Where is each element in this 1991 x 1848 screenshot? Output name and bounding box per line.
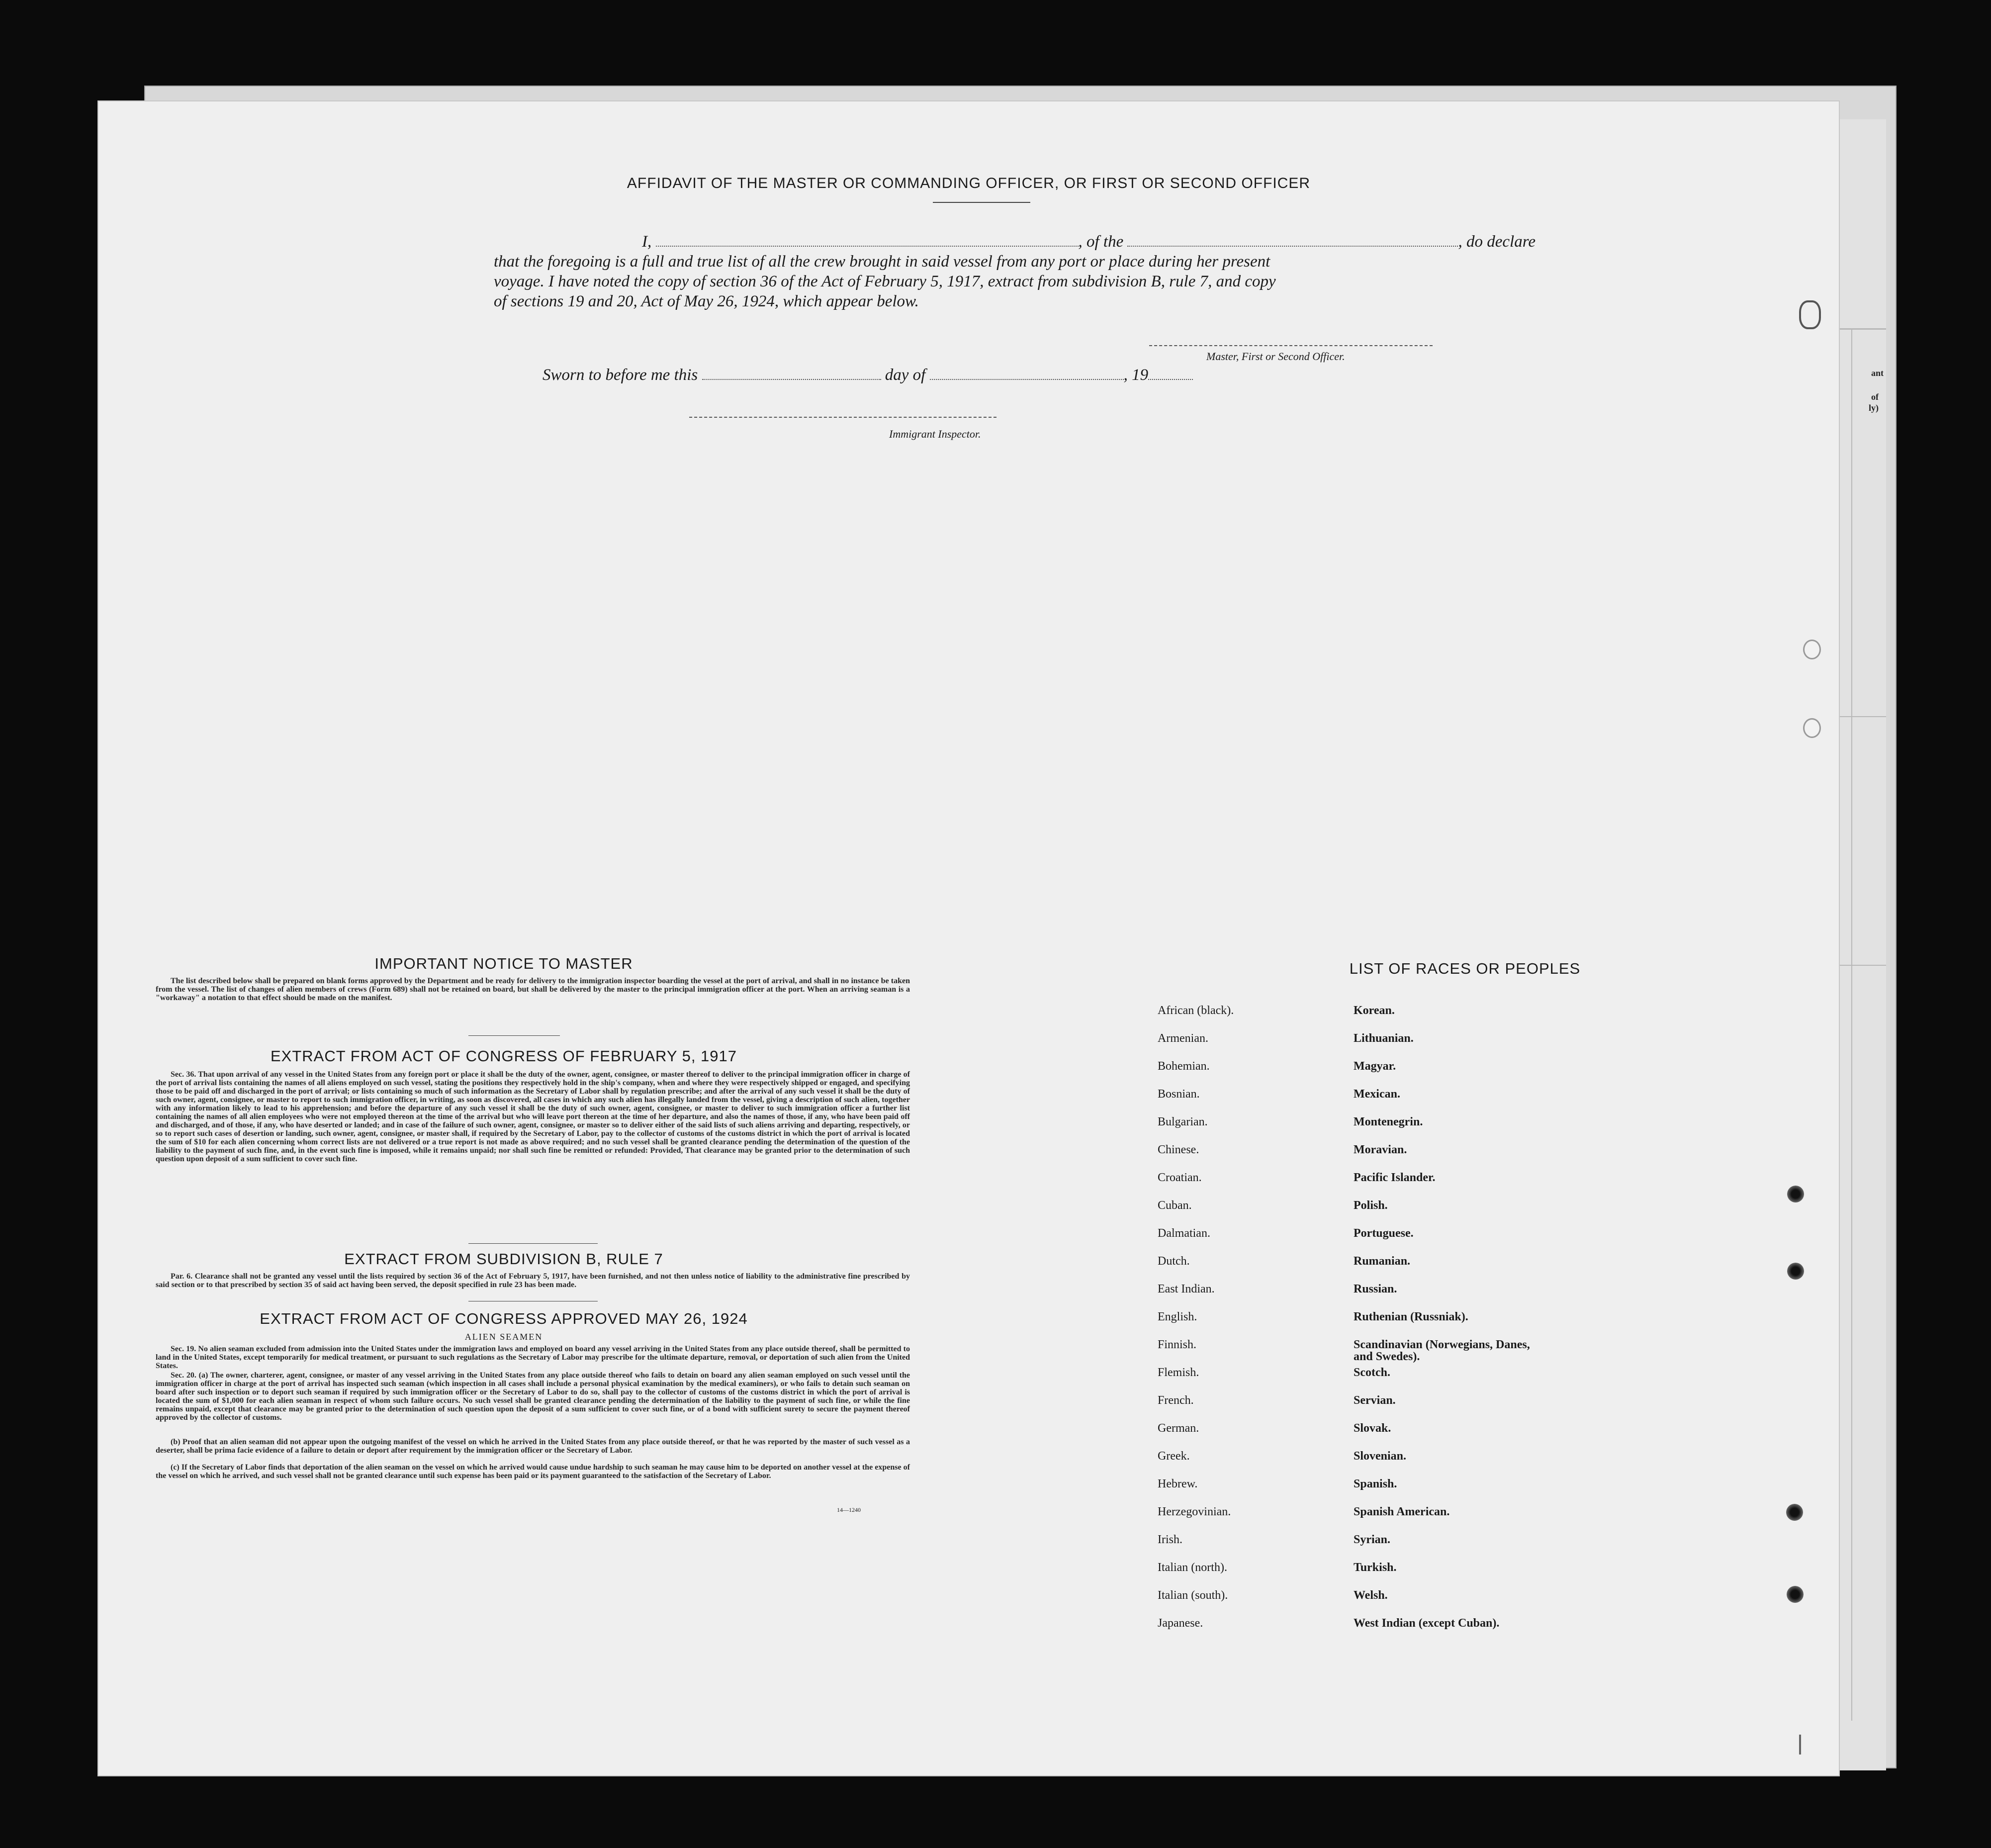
race-item: English. bbox=[1158, 1310, 1197, 1323]
race-item: Herzegovinian. bbox=[1158, 1505, 1231, 1518]
races-left-column bbox=[1158, 1005, 1234, 1645]
race-item: Polish. bbox=[1354, 1199, 1388, 1212]
race-item: Chinese. bbox=[1158, 1143, 1199, 1156]
race-item: Scotch. bbox=[1354, 1366, 1390, 1379]
race-item: Slovenian. bbox=[1354, 1450, 1407, 1463]
races-right-column bbox=[1354, 1005, 1533, 1645]
master-caption: Master, First or Second Officer. bbox=[1206, 350, 1345, 363]
race-item: Ruthenian (Russniak). bbox=[1354, 1310, 1468, 1323]
divider bbox=[468, 1035, 560, 1036]
sec20a-text: Sec. 20. (a) The owner, charterer, agent, consignee, or master of any vessel arriving in the United States from any place outside thereof who fails to detain on board any alien seaman employed on such vessel until the immigration officer in charge at the port of arrival has inspected such seaman (which inspection in all cases shall include a personal physical examination by the medical examiners), or who fails to detain such seaman on board after such inspection or to deport such seaman if required by such immigration officer or the Secretary of Labor to do so, shall pay to the collector of customs of the customs district in which the port of arrival is located the sum of $1,000 for each alien seaman in respect of whom such failure occurs. No such vessel shall be granted clearance pending the determination of the liability to the payment of such fine, or while the fine remains unpaid, except that clearance may be granted prior to the determination of such question upon the deposit of a sum sufficient to cover such fine, or of a bond with sufficient surety to secure the payment thereof approved by the collector of customs. bbox=[156, 1371, 910, 1422]
sec20b-text: (b) Proof that an alien seaman did not appear upon the outgoing manifest of the vessel on which he arrived in the United States from any place outside thereof, or that he was reported by the master of such vessel as a deserter, shall be prima facie evidence of a failure to detain or deport after requirement by the immigration officer or the Secretary of Labor. bbox=[156, 1438, 910, 1455]
race-item: Flemish. bbox=[1158, 1366, 1199, 1379]
race-item: Slovak. bbox=[1354, 1422, 1391, 1435]
race-item: Lithuanian. bbox=[1354, 1032, 1414, 1045]
declaration-i: I, bbox=[642, 233, 652, 251]
affidavit-page bbox=[98, 101, 1839, 1775]
race-item: Magyar. bbox=[1354, 1060, 1396, 1073]
race-item: French. bbox=[1158, 1394, 1194, 1407]
race-item: East Indian. bbox=[1158, 1283, 1215, 1295]
year-blank[interactable] bbox=[1148, 368, 1193, 380]
race-item: Russian. bbox=[1354, 1283, 1397, 1295]
declaration-of-the: , of the bbox=[1078, 233, 1124, 251]
ink-blot bbox=[1787, 1186, 1804, 1202]
race-item: Scandinavian (Norwegians, Danes, and Swedes). bbox=[1354, 1338, 1530, 1363]
sec20c-text: (c) If the Secretary of Labor finds that deportation of the alien seaman on the vessel on which he arrived would cause undue hardship to such seaman he may cause him to be deported on another vessel at the expense of the vessel on which he arrived, and such vessel shall not be granted clearance until such expense has been paid or its payment guaranteed to the satisfaction of the Secretary of Labor. bbox=[156, 1463, 910, 1480]
declaration-line-2: that the foregoing is a full and true list of all the crew brought in said vessel from any port or place during her present bbox=[494, 253, 1270, 271]
form-number: 14—1240 bbox=[837, 1506, 861, 1513]
inspector-signature-line[interactable] bbox=[689, 417, 996, 418]
race-item: Spanish American. bbox=[1354, 1505, 1450, 1518]
race-item: West Indian (except Cuban). bbox=[1354, 1617, 1500, 1630]
speck bbox=[1799, 300, 1821, 329]
binder-hole bbox=[1803, 640, 1821, 659]
race-item: Italian (north). bbox=[1158, 1561, 1227, 1574]
race-item: German. bbox=[1158, 1422, 1199, 1435]
sworn-text: Sworn to before me this bbox=[543, 366, 698, 384]
race-item: Rumanian. bbox=[1354, 1255, 1411, 1268]
divider bbox=[468, 1243, 598, 1244]
declaration-do-declare: , do declare bbox=[1458, 233, 1536, 251]
month-blank[interactable] bbox=[930, 368, 1124, 380]
race-item: Portuguese. bbox=[1354, 1227, 1414, 1240]
race-item: Hebrew. bbox=[1158, 1478, 1198, 1490]
race-item: Bosnian. bbox=[1158, 1088, 1200, 1101]
inspector-caption: Immigrant Inspector. bbox=[889, 428, 981, 440]
notice-text: The list described below shall be prepared on blank forms approved by the Department and be ready for delivery to the immigration inspector boarding the vessel at the port of arrival, and shall in no instance be taken from the vessel. The list of changes of alien members of crews (Form 689) shall not be retained on board, but shall be delivered by the master to the principal immigration officer at the port. When an arriving seaman is a "workaway" a notation to that effect should be made on the manifest. bbox=[156, 977, 910, 1002]
race-item: Finnish. bbox=[1158, 1338, 1197, 1351]
speck bbox=[1799, 1735, 1801, 1755]
race-item: Pacific Islander. bbox=[1354, 1171, 1436, 1184]
race-item: Servian. bbox=[1354, 1394, 1396, 1407]
day-of-text: day of bbox=[885, 366, 926, 384]
race-item: Armenian. bbox=[1158, 1032, 1208, 1045]
alien-seamen-subtitle: ALIEN SEAMEN bbox=[464, 1332, 543, 1342]
sec19-text: Sec. 19. No alien seaman excluded from admission into the United States under the immigration laws and employed on board any vessel arriving in the United States from any place outside thereof, shall be permitted to land in the United States, except temporarily for medical treatment, or pursuant to such regulations as the Secretary of Labor may prescribe for the ultimate departure, removal, or deportation of such alien from the United States. bbox=[156, 1345, 910, 1370]
affidavit-title: AFFIDAVIT OF THE MASTER OR COMMANDING OFFICER, OR FIRST OR SECOND OFFICER bbox=[627, 175, 1311, 191]
race-item: Korean. bbox=[1354, 1004, 1395, 1017]
declaration-line-1 bbox=[543, 232, 1627, 252]
ink-blot bbox=[1787, 1586, 1804, 1603]
vessel-blank[interactable] bbox=[1127, 235, 1458, 247]
race-item: Dalmatian. bbox=[1158, 1227, 1210, 1240]
rule7-title: EXTRACT FROM SUBDIVISION B, RULE 7 bbox=[344, 1250, 663, 1268]
race-item: Bohemian. bbox=[1158, 1060, 1210, 1073]
extract-1917-title: EXTRACT FROM ACT OF CONGRESS OF FEBRUARY 5, 1917 bbox=[270, 1047, 737, 1065]
race-item: Irish. bbox=[1158, 1533, 1182, 1546]
ink-blot bbox=[1787, 1263, 1804, 1280]
ink-blot bbox=[1786, 1504, 1803, 1521]
sworn-line bbox=[543, 365, 1338, 385]
race-item: Turkish. bbox=[1354, 1561, 1397, 1574]
races-title: LIST OF RACES OR PEOPLES bbox=[1349, 960, 1581, 977]
race-item: Italian (south). bbox=[1158, 1589, 1228, 1602]
race-item: Syrian. bbox=[1354, 1533, 1391, 1546]
day-blank[interactable] bbox=[702, 368, 881, 380]
master-signature-line[interactable] bbox=[1149, 345, 1433, 346]
race-item: Moravian. bbox=[1354, 1143, 1407, 1156]
rule7-text: Par. 6. Clearance shall not be granted any vessel until the lists required by section 36 of the Act of February 5, 1917, have been furnished, and not then unless notice of liability to the administrative fine prescribed by said section or to that prescribed by section 35 of said act having been served, the deposit specified in rule 23 has been made. bbox=[156, 1272, 910, 1289]
race-item: Japanese. bbox=[1158, 1617, 1203, 1630]
side-text: ly) bbox=[1869, 403, 1879, 413]
race-item: Croatian. bbox=[1158, 1171, 1202, 1184]
race-item: Mexican. bbox=[1354, 1088, 1400, 1101]
race-item: Welsh. bbox=[1354, 1589, 1388, 1602]
race-item: Cuban. bbox=[1158, 1199, 1192, 1212]
year-prefix: , 19 bbox=[1123, 366, 1149, 384]
name-blank[interactable] bbox=[656, 235, 1079, 247]
extract-1924-title: EXTRACT FROM ACT OF CONGRESS APPROVED MAY 26, 1924 bbox=[260, 1310, 748, 1327]
binder-hole bbox=[1803, 718, 1821, 738]
title-rule bbox=[933, 202, 1030, 203]
race-item: African (black). bbox=[1158, 1004, 1234, 1017]
declaration-line-3: voyage. I have noted the copy of section 36 of the Act of February 5, 1917, extract from subdivision B, rule 7, and copy bbox=[494, 273, 1276, 290]
race-item: Montenegrin. bbox=[1354, 1115, 1423, 1128]
race-item: Greek. bbox=[1158, 1450, 1190, 1463]
race-item: Spanish. bbox=[1354, 1478, 1397, 1490]
notice-title: IMPORTANT NOTICE TO MASTER bbox=[374, 955, 633, 972]
side-text: of bbox=[1871, 392, 1879, 402]
declaration-line-4: of sections 19 and 20, Act of May 26, 1924, which appear below. bbox=[494, 292, 919, 310]
extract-1917-text: Sec. 36. That upon arrival of any vessel in the United States from any foreign port or place it shall be the duty of the owner, agent, consignee, or master thereof to deliver to the principal immigration officer in charge of the port of arrival lists containing the names of all aliens employed on such vessel, stating the positions they respectively hold in the ship's company, when and where they were respectively shipped or engaged, and specifying those to be paid off and discharged in the port of arrival; or lists containing so much of such information as the Secretary of Labor shall by regulation prescribe; and after the arrival of any such vessel it shall be the duty of such owner, agent, consignee, or master to report to such immigration officer, in writing, as soon as discovered, all cases in which any such alien has illegally landed from the vessel, giving a description of such alien, together with any information likely to lead to his apprehension; and before the departure of any such vessel it shall be the duty of such owner, agent, consignee, or master to deliver to such immigration officer a further list containing the names of all alien employees who were not employed thereon at the time of the arrival but who will leave port thereon at the time of her departure, and also the names of those, if any, who have been paid off and discharged, and of those, if any, who have deserted or landed; and in case of the failure of such owner, agent, consignee, or master so to deliver either of the said lists of such aliens arriving and departing, respectively, or so to report such cases of desertion or landing, such owner, agent, consignee, or master shall, if required by the Secretary of Labor, pay to the collector of customs of the customs district in which the port of arrival is located the sum of $10 for each alien concerning whom correct lists are not delivered or a true report is not made as above required; and no such vessel shall be granted clearance pending the determination of the question of the liability to the payment of such fine, and, in the event such fine is imposed, while it remains unpaid; nor shall such fine be remitted or refunded: Provided, That clearance may be granted prior to the determination of such question upon deposit of a sum sufficient to cover such fine. bbox=[156, 1070, 910, 1163]
race-item: Bulgarian. bbox=[1158, 1115, 1208, 1128]
side-text: ant bbox=[1871, 368, 1884, 378]
race-item: Dutch. bbox=[1158, 1255, 1190, 1268]
